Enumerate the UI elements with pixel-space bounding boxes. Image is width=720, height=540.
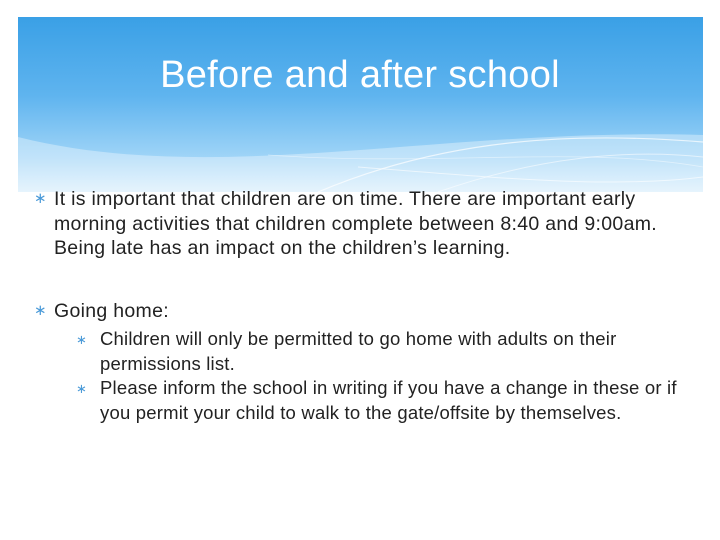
bullet-text: Going home: — [54, 299, 169, 322]
sub-bullet-inform-school — [76, 376, 699, 425]
asterisk-bullet-icon: ∗ — [76, 381, 88, 396]
sub-bullet-text: Children will only be permitted to go home with adults on their permissions list. — [100, 328, 617, 374]
slide-content — [34, 187, 699, 425]
bullet-going-home — [34, 299, 699, 426]
bullet-text: It is important that children are on time. There are important early morning activities that children complete between 8:40 and 9:00am. Being late has an impact on the children’s learning. — [54, 188, 657, 259]
banner-swoosh-decoration — [18, 17, 703, 192]
slide-title: Before and after school — [160, 54, 560, 96]
title-banner — [18, 17, 703, 192]
sub-bullet-text: Please inform the school in writing if you have a change in these or if you permit your child to walk to the gate/offsite by themselves. — [100, 377, 677, 423]
asterisk-bullet-icon: ∗ — [76, 332, 88, 347]
sub-bullet-permissions — [76, 327, 699, 376]
going-home-sub-list — [54, 327, 699, 425]
asterisk-bullet-icon: ∗ — [34, 301, 47, 319]
bullet-punctuality — [34, 187, 699, 261]
asterisk-bullet-icon: ∗ — [34, 190, 47, 207]
